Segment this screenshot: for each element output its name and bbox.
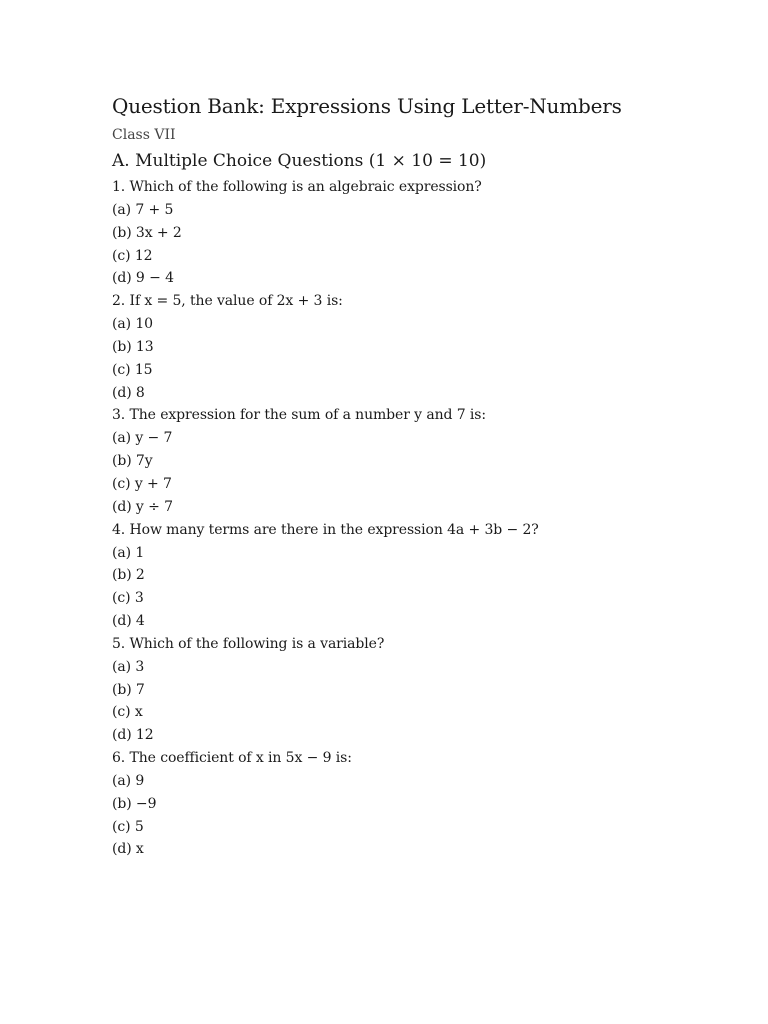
answer-option: (d) 12: [112, 727, 154, 744]
answer-option: (a) 3: [112, 658, 145, 675]
question-item: [112, 176, 732, 290]
answer-option: (b) −9: [112, 795, 157, 812]
answer-option: (d) 4: [112, 613, 145, 630]
section-heading: A. Multiple Choice Questions (1 × 10 = 10): [112, 151, 487, 171]
answer-option: (c) y + 7: [112, 475, 172, 492]
question-item: [112, 290, 732, 404]
answer-option: (b) 7y: [112, 453, 153, 470]
question-prompt: 2. If x = 5, the value of 2x + 3 is:: [112, 293, 343, 310]
question-prompt: 4. How many terms are there in the expression 4a + 3b − 2?: [112, 521, 539, 538]
answer-option: (c) 3: [112, 590, 144, 607]
question-item: [112, 633, 732, 747]
question-list: [112, 176, 732, 861]
question-item: [112, 404, 732, 518]
question-prompt: 6. The coefficient of x in 5x − 9 is:: [112, 750, 352, 767]
answer-option: (d) 8: [112, 384, 145, 401]
answer-option: (c) 15: [112, 361, 153, 378]
question-prompt: 3. The expression for the sum of a number y and 7 is:: [112, 407, 486, 424]
answer-option: (b) 3x + 2: [112, 224, 182, 241]
answer-option: (b) 13: [112, 338, 154, 355]
question-item: [112, 747, 732, 861]
document-title: Question Bank: Expressions Using Letter-Numbers: [112, 94, 622, 118]
answer-option: (a) 10: [112, 316, 153, 333]
answer-option: (b) 2: [112, 567, 145, 584]
answer-option: (a) y − 7: [112, 430, 173, 447]
answer-option: (c) 12: [112, 247, 153, 264]
answer-option: (b) 7: [112, 681, 145, 698]
question-item: [112, 519, 732, 633]
answer-option: (d) 9 − 4: [112, 270, 174, 287]
answer-option: (d) y ÷ 7: [112, 498, 173, 515]
answer-option: (d) x: [112, 841, 144, 858]
answer-option: (a) 1: [112, 544, 145, 561]
document-page: [112, 92, 732, 861]
answer-option: (a) 9: [112, 772, 145, 789]
question-prompt: 5. Which of the following is a variable?: [112, 635, 385, 652]
answer-option: (a) 7 + 5: [112, 201, 174, 218]
answer-option: (c) x: [112, 704, 143, 721]
question-prompt: 1. Which of the following is an algebraic expression?: [112, 179, 482, 195]
class-label: Class VII: [112, 127, 176, 143]
answer-option: (c) 5: [112, 818, 144, 835]
